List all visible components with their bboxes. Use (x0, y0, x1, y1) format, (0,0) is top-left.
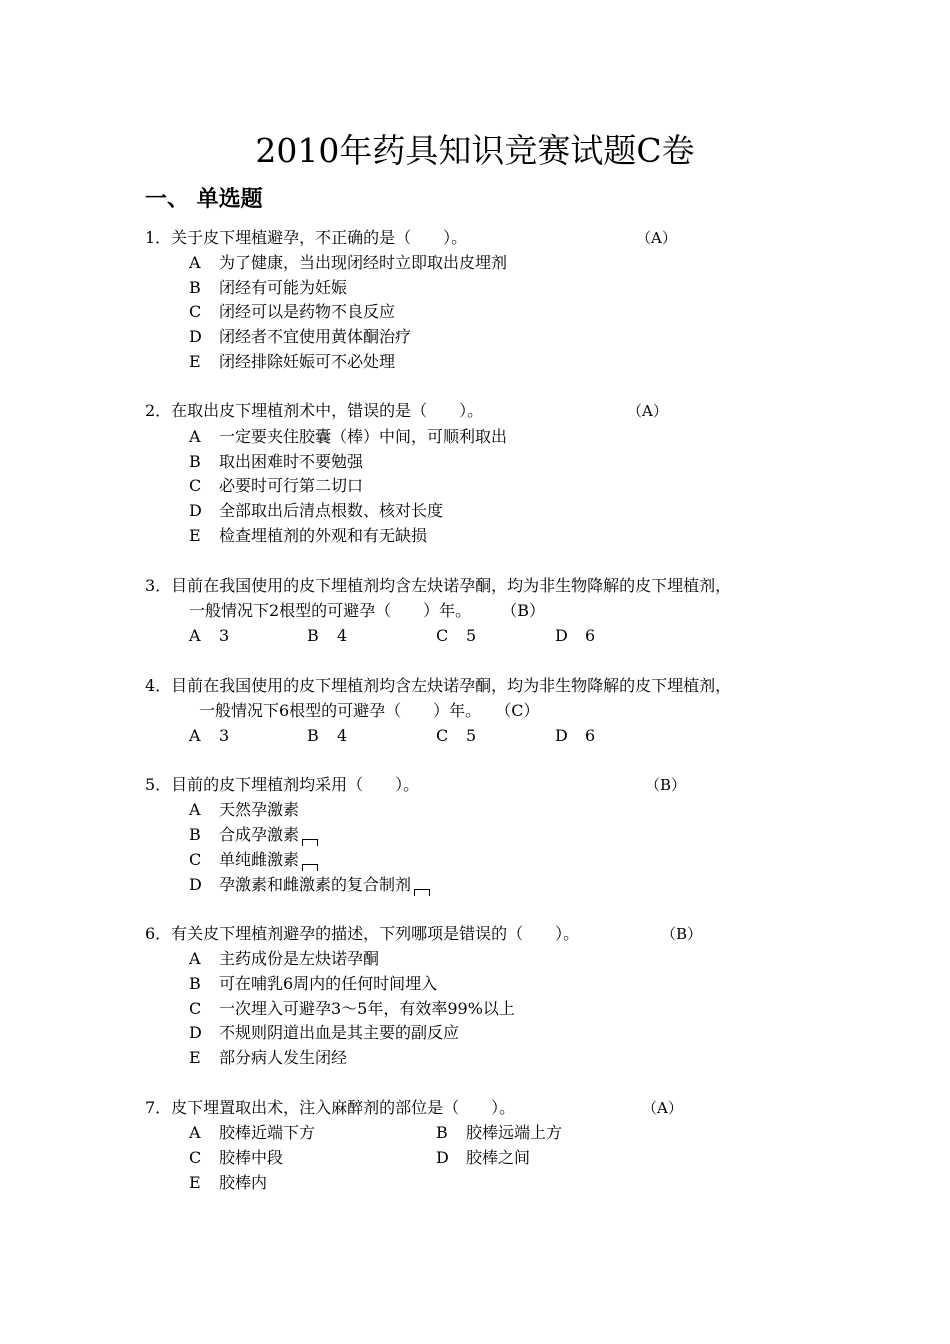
option (189, 1146, 283, 1170)
question-stem: 1．关于皮下埋植避孕，不正确的是（ ）。 (145, 228, 468, 247)
section-heading: 一、 单选题 (145, 187, 263, 212)
option-text: 部分病人发生闭经 (219, 1048, 348, 1067)
option-text: 不规则阴道出血是其主要的副反应 (219, 1023, 460, 1042)
option (189, 474, 363, 498)
option-text: 胶棒之间 (466, 1148, 531, 1167)
option (555, 724, 595, 748)
option (189, 972, 437, 996)
option-key: B (307, 726, 319, 745)
option-text: 必要时可行第二切口 (219, 476, 364, 495)
option-key: A (189, 800, 201, 819)
option-text: 孕激素和雌激素的复合制剂 (219, 875, 412, 894)
option-text: 一定要夹住胶囊（棒）中间，可顺利取出 (219, 427, 508, 446)
answer-label: （B） (661, 925, 703, 943)
option-key: A (189, 427, 201, 446)
question-stem-continued: 一般情况下6根型的可避孕（ ）年。 （C） (199, 701, 540, 720)
editor-mark-icon (302, 839, 318, 846)
option (189, 724, 229, 748)
option (189, 251, 507, 275)
option-key: A (189, 726, 201, 745)
option-text: 全部取出后清点根数、核对长度 (219, 501, 444, 520)
option-text: 闭经可以是药物不良反应 (219, 302, 396, 321)
editor-mark-icon (414, 889, 430, 896)
option-key: C (189, 1148, 202, 1167)
page-title: 2010年药具知识竞赛试题C卷 (255, 131, 695, 170)
option (189, 350, 395, 374)
option-key: A (189, 253, 201, 272)
option (307, 724, 347, 748)
option-key: D (189, 1023, 202, 1042)
option-key: B (189, 278, 201, 297)
option-key: A (189, 626, 201, 645)
option (189, 325, 411, 349)
option (189, 1171, 267, 1195)
option (189, 823, 318, 847)
option-text: 检查埋植剂的外观和有无缺损 (219, 526, 428, 545)
option-key: C (189, 302, 202, 321)
option-text: 胶棒近端下方 (219, 1123, 316, 1142)
option-key: C (189, 476, 202, 495)
question-stem: 2．在取出皮下埋植剂术中，错误的是（ ）。 (145, 401, 484, 420)
option-key: D (189, 327, 202, 346)
option-key: E (189, 1048, 201, 1067)
option-key: B (307, 626, 319, 645)
answer-label: （C） (495, 701, 540, 720)
option-text: 3 (219, 626, 230, 645)
question-stem: 5．目前的皮下埋植剂均采用（ ）。 (145, 775, 420, 794)
answer-label: （B） (501, 601, 545, 620)
option-text: 4 (337, 626, 348, 645)
option (436, 1146, 530, 1170)
option (189, 848, 318, 872)
option-key: A (189, 949, 201, 968)
option-key: C (189, 850, 202, 869)
option-key: A (189, 1123, 201, 1142)
option-text: 胶棒远端上方 (466, 1123, 563, 1142)
option (189, 873, 430, 897)
option-key: D (436, 1148, 449, 1167)
option-text: 一次埋入可避孕3～5年，有效率99%以上 (219, 999, 515, 1018)
option-text: 5 (466, 726, 477, 745)
answer-label: （A） (636, 229, 677, 247)
question-stem: 3．目前在我国使用的皮下埋植剂均含左炔诺孕酮，均为非生物降解的皮下埋植剂， (145, 576, 732, 595)
option (436, 1121, 562, 1145)
option-text: 3 (219, 726, 230, 745)
option (189, 798, 299, 822)
option (189, 1021, 459, 1045)
option-text: 可在哺乳6周内的任何时间埋入 (219, 974, 438, 993)
option (189, 450, 363, 474)
option-text: 胶棒内 (219, 1173, 268, 1192)
option-text: 合成孕激素 (219, 825, 300, 844)
option-key: B (189, 825, 201, 844)
answer-label: （A） (627, 402, 668, 420)
option (555, 624, 595, 648)
option-text: 胶棒中段 (219, 1148, 284, 1167)
option-text: 天然孕激素 (219, 800, 300, 819)
option-key: D (189, 875, 202, 894)
option-text: 闭经者不宜使用黄体酮治疗 (219, 327, 412, 346)
option-key: D (555, 626, 568, 645)
option (189, 1121, 315, 1145)
option-key: E (189, 526, 201, 545)
answer-label: （A） (642, 1099, 683, 1117)
answer-label: （B） (645, 776, 687, 794)
option-text: 6 (585, 626, 596, 645)
option-key: B (436, 1123, 448, 1142)
option (189, 276, 347, 300)
editor-mark-icon (302, 864, 318, 871)
question-stem: 4．目前在我国使用的皮下埋植剂均含左炔诺孕酮，均为非生物降解的皮下埋植剂， (145, 676, 732, 695)
option-text: 闭经有可能为妊娠 (219, 278, 348, 297)
option-key: D (189, 501, 202, 520)
option (307, 624, 347, 648)
option (189, 947, 379, 971)
option-key: D (555, 726, 568, 745)
option (189, 1046, 347, 1070)
option (189, 300, 395, 324)
option-text: 闭经排除妊娠可不必处理 (219, 352, 396, 371)
question-stem-continued: 一般情况下2根型的可避孕（ ）年。 （B） (189, 601, 545, 620)
question-stem: 6．有关皮下埋植剂避孕的描述，下列哪项是错误的（ ）。 (145, 924, 580, 943)
option (189, 425, 507, 449)
option-text: 取出困难时不要勉强 (219, 452, 364, 471)
option-text: 5 (466, 626, 477, 645)
option (436, 624, 476, 648)
option (189, 524, 427, 548)
option-text: 6 (585, 726, 596, 745)
option-key: B (189, 974, 201, 993)
option-key: E (189, 352, 201, 371)
option-key: C (436, 626, 449, 645)
option-text: 主药成份是左炔诺孕酮 (219, 949, 380, 968)
option-key: C (189, 999, 202, 1018)
option-text: 4 (337, 726, 348, 745)
option-text: 单纯雌激素 (219, 850, 300, 869)
option-text: 为了健康，当出现闭经时立即取出皮埋剂 (219, 253, 508, 272)
option (189, 997, 515, 1021)
option-key: C (436, 726, 449, 745)
option-key: B (189, 452, 201, 471)
option (189, 499, 443, 523)
question-stem: 7．皮下埋置取出术，注入麻醉剂的部位是（ ）。 (145, 1098, 516, 1117)
option (189, 624, 229, 648)
option (436, 724, 476, 748)
option-key: E (189, 1173, 201, 1192)
